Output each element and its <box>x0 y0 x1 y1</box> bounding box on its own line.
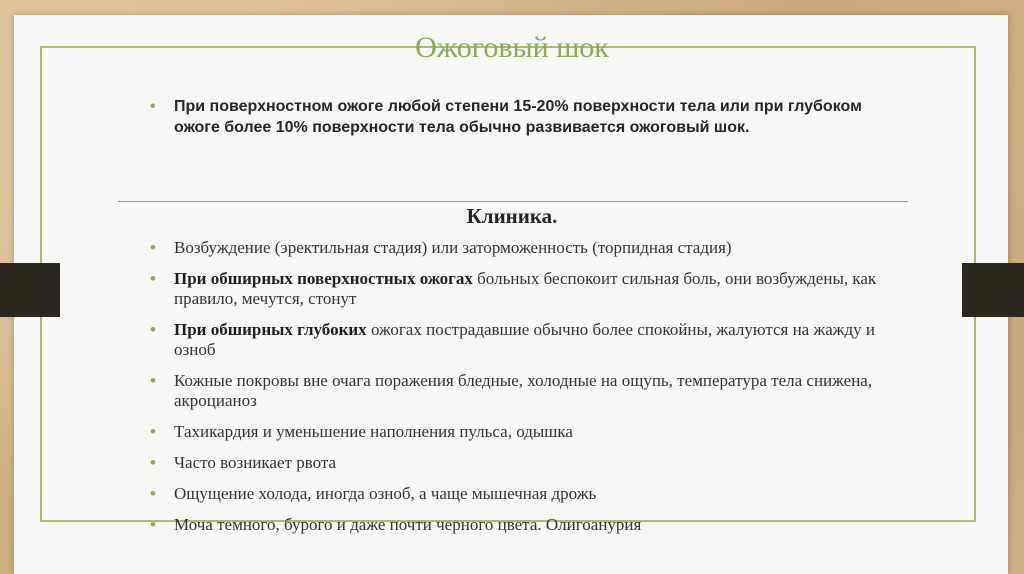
bullet-icon: • <box>150 98 156 115</box>
list-item <box>150 453 890 473</box>
item-text: Моча темного, бурого и даже почти черного цвета. Олигоанурия <box>174 515 642 534</box>
bullet-icon: • <box>150 453 156 472</box>
slide-title: Ожоговый шок <box>415 31 609 64</box>
intro-text: При поверхностном ожоге любой степени 15-20% поверхности тела или при глубоком ожоге более 10% поверхности тела обычно развивается ожоговый шок. <box>174 98 862 136</box>
item-bold: При обширных поверхностных ожогах <box>174 269 473 288</box>
bullet-icon: • <box>150 484 156 503</box>
bullet-icon: • <box>150 515 156 534</box>
symptom-list <box>150 238 890 546</box>
item-bold: При обширных глубоких <box>174 320 367 339</box>
item-text: Часто возникает рвота <box>174 453 337 472</box>
item-text: Ощущение холода, иногда озноб, а чаще мышечная дрожь <box>174 484 597 503</box>
left-decor-bar <box>0 263 60 317</box>
bullet-icon: • <box>150 320 156 339</box>
item-text: больных беспокоит сильная боль, они возбуждены, как правило, мечутся, стонут <box>174 269 877 308</box>
item-text: Тахикардия и уменьшение наполнения пульса, одышка <box>174 422 573 441</box>
list-item <box>150 320 890 360</box>
item-text: Возбуждение (эректильная стадия) или заторможенность (торпидная стадия) <box>174 238 732 257</box>
list-item <box>150 371 890 411</box>
bullet-icon: • <box>150 422 156 441</box>
list-item <box>150 484 890 504</box>
list-item <box>150 269 890 309</box>
bullet-icon: • <box>150 269 156 288</box>
section-title: Клиника. <box>466 204 558 228</box>
intro-item <box>150 96 870 138</box>
item-text: Кожные покровы вне очага поражения бледные, холодные на ощупь, температура тела снижена, акроцианоз <box>174 371 873 410</box>
list-item <box>150 238 890 258</box>
right-decor-bar <box>962 263 1024 317</box>
bullet-icon: • <box>150 238 156 257</box>
list-item <box>150 422 890 442</box>
list-item <box>150 515 890 535</box>
intro-list <box>150 96 870 138</box>
bullet-icon: • <box>150 371 156 390</box>
item-text: ожогах пострадавшие обычно более спокойны, жалуются на жажду и озноб <box>174 320 876 359</box>
